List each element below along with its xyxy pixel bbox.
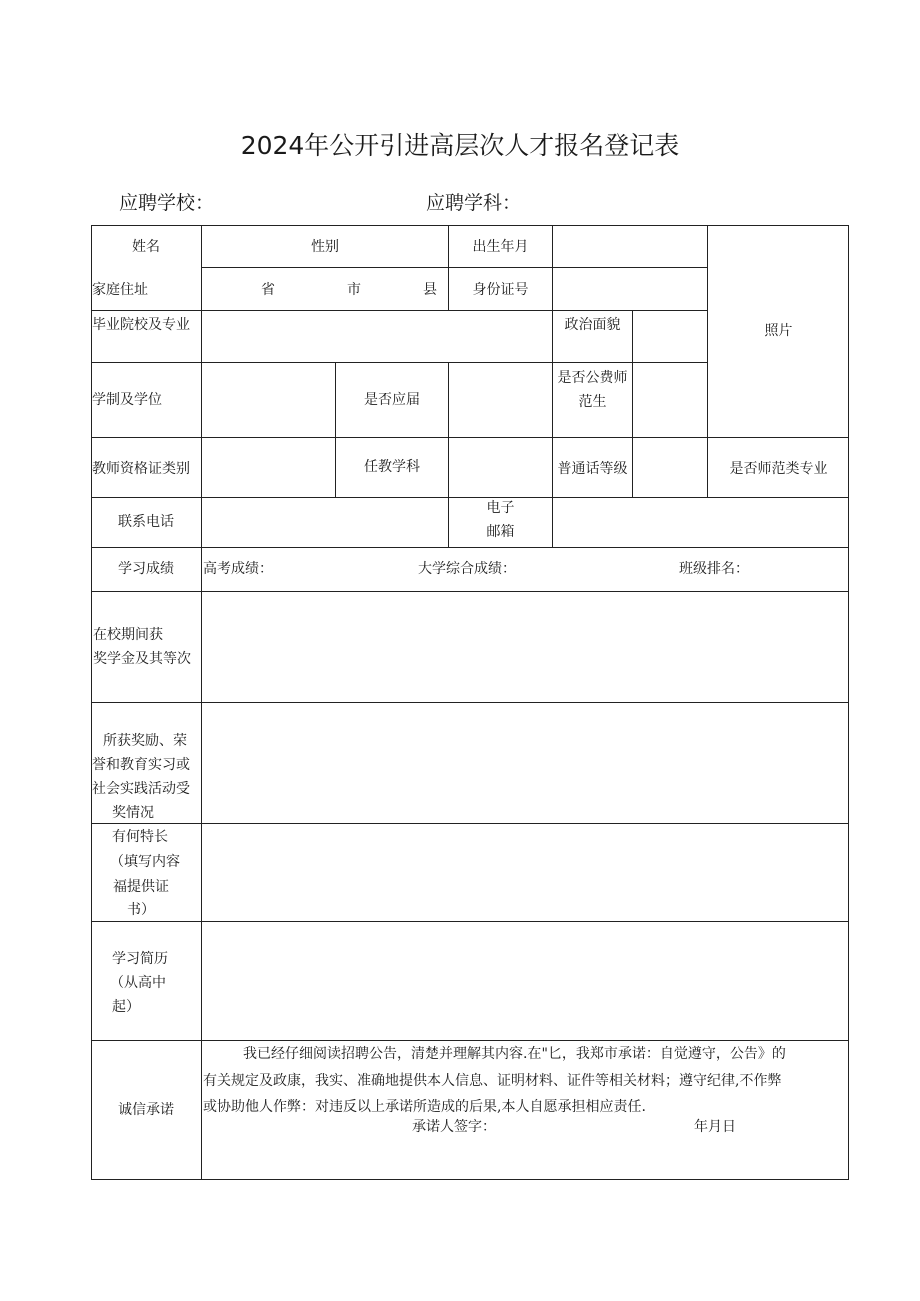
awards-label-line4: 奖情况 <box>112 805 154 821</box>
row-divider <box>91 547 849 548</box>
date-label: 年月日 <box>694 1119 736 1135</box>
graduate-school-label: 毕业院校及专业 <box>92 317 190 333</box>
column-divider <box>707 225 708 497</box>
rank-label: 班级排名： <box>679 561 749 577</box>
talent-label-line2: （填写内容 <box>110 854 180 870</box>
scholarship-label-line1: 在校期间获 <box>93 627 163 643</box>
talent-label-line4: 书） <box>127 902 155 918</box>
email-label-line1: 电子 <box>486 500 515 516</box>
province-label: 省 <box>261 282 275 298</box>
scores-label: 学习成绩 <box>118 561 174 577</box>
row-divider <box>91 702 849 703</box>
resume-label-line1: 学习简历 <box>112 951 168 967</box>
teacher-cert-label: 教师资格证类别 <box>92 461 190 477</box>
fresh-grad-label: 是否应届 <box>364 392 420 408</box>
pledge-line3: 或协助他人作弊：对违反以上承诺所造成的后果,本人自愿承担相应责任. <box>203 1099 646 1115</box>
gender-label: 性别 <box>311 239 339 255</box>
column-divider <box>201 225 202 1180</box>
gaokao-label: 高考成绩： <box>203 561 273 577</box>
pledge-line1: 我已经仔细阅读招聘公告，清楚并理解其内容.在"匕，我郑市承诺：自觉遵守，公告》的 <box>243 1046 786 1062</box>
resume-label-line2: （从高中 <box>110 975 166 991</box>
column-divider <box>448 362 449 547</box>
birth-label: 出生年月 <box>472 239 529 255</box>
column-divider <box>632 310 633 497</box>
awards-label-line1: 所获奖励、荣 <box>103 733 187 749</box>
city-label: 市 <box>347 282 361 298</box>
row-divider <box>91 591 849 592</box>
email-label-line2: 邮箱 <box>486 524 515 540</box>
normal-major-label: 是否师范类专业 <box>729 461 828 477</box>
degree-label: 学制及学位 <box>92 392 162 408</box>
photo-label: 照片 <box>764 323 793 339</box>
mandarin-label: 普通话等级 <box>557 461 628 477</box>
id-card-label: 身份证号 <box>472 282 529 298</box>
phone-label: 联系电话 <box>118 514 174 530</box>
row-divider <box>91 310 707 311</box>
signer-label: 承诺人签字： <box>412 1119 496 1135</box>
subject-label: 应聘学科： <box>426 192 522 214</box>
address-label: 家庭住址 <box>92 282 148 298</box>
public-normal-label-line1: 是否公费师 <box>557 370 628 386</box>
row-divider <box>91 362 707 363</box>
awards-label-line2: 誉和教育实习或 <box>92 757 190 773</box>
school-label: 应聘学校： <box>119 192 215 214</box>
row-divider <box>91 921 849 922</box>
public-normal-label-line2: 范生 <box>578 394 607 410</box>
column-divider <box>552 310 553 547</box>
name-label: 姓名 <box>132 239 160 255</box>
county-label: 县 <box>423 282 437 298</box>
row-divider <box>91 437 849 438</box>
column-divider <box>552 225 553 310</box>
pledge-line2: 有关规定及政康，我实、准确地提供本人信息、证明材料、证件等相关材料；遵守纪律,不作弊 <box>203 1073 782 1089</box>
awards-label-line3: 社会实践活动受 <box>92 781 190 797</box>
teach-subject-label: 任教学科 <box>364 459 420 475</box>
univ-score-label: 大学综合成绩： <box>418 561 516 577</box>
page-title: 2024年公开引进高层次人才报名登记表 <box>240 131 680 160</box>
row-divider <box>202 267 707 268</box>
row-divider <box>91 823 849 824</box>
talent-label-line3: 福提供证 <box>113 879 169 895</box>
resume-label-line3: 起） <box>112 999 140 1015</box>
political-label: 政治面貌 <box>564 317 621 333</box>
scholarship-label-line2: 奖学金及其等次 <box>93 651 191 667</box>
integrity-label: 诚信承诺 <box>118 1102 174 1118</box>
talent-label-line1: 有何特长 <box>112 829 168 845</box>
